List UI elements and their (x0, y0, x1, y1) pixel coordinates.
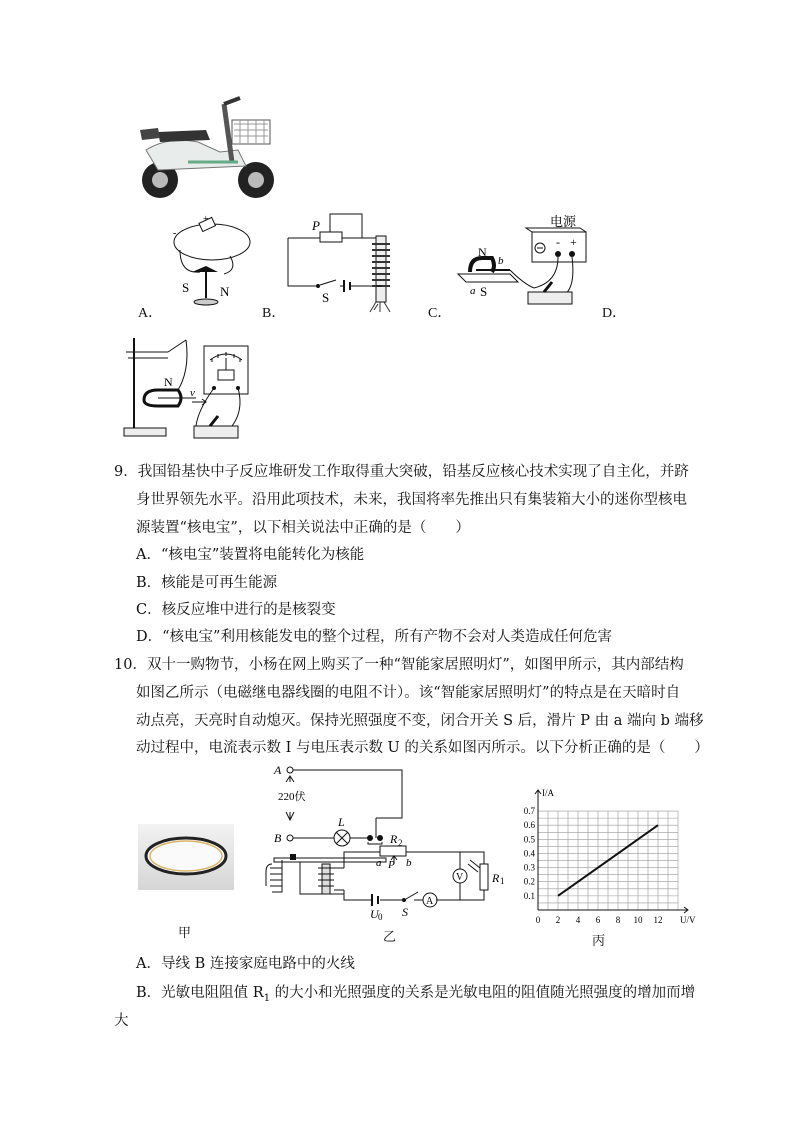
x-tick-label: 10 (633, 915, 643, 925)
option-d-label: D． (602, 306, 627, 321)
x-tick-label: 4 (575, 915, 581, 925)
svg-text:b: b (498, 255, 504, 267)
x-tick-label: 12 (653, 915, 663, 925)
svg-text:P: P (388, 859, 395, 871)
question-9-option-c: C．核反应堆中进行的是核裂变 (136, 602, 336, 618)
svg-text:1: 1 (500, 876, 505, 886)
caption-bing: 丙 (592, 934, 606, 949)
question-10-stem-line-1: 双十一购物节，小杨在网上购买了一种“智能家居照明灯”，如图甲所示，其内部结构 (146, 657, 684, 673)
y-tick-label: 0.7 (523, 806, 535, 817)
question-10-option-a: A．导线 B 连接家庭电路中的火线 (136, 956, 355, 972)
x-tick-label: 8 (615, 915, 621, 925)
svg-text:L: L (338, 815, 345, 829)
electric-scooter-image (128, 92, 280, 202)
svg-text:a: a (470, 285, 476, 297)
svg-text:B: B (274, 831, 282, 845)
question-9-option-b: B．核能是可再生能源 (136, 575, 278, 591)
svg-text:N: N (478, 245, 487, 259)
figure-b-electromagnet (284, 210, 404, 314)
figure-jia-ceiling-lamp (138, 824, 234, 890)
question-9-stem-line-2: 身世界领先水平。沿用此项技术，未来，我国将率先推出只有集装箱大小的迷你型核电 (136, 492, 687, 508)
svg-text:a: a (376, 857, 382, 869)
figure-bing-iu-chart (516, 782, 712, 930)
option-c-label: C． (428, 306, 452, 321)
svg-text:-: - (556, 235, 560, 249)
svg-text:-: - (173, 228, 177, 239)
question-9-stem-line-3: 源装置“核电宝”，以下相关说法中正确的是（ ） (136, 520, 470, 536)
question-9-option-a: A．“核电宝”装置将电能转化为核能 (136, 547, 365, 563)
question-10-option-b-subscript: 1 (263, 992, 271, 1004)
svg-text:P: P (312, 218, 320, 233)
question-10-option-b-line-2: 大 (114, 1013, 129, 1029)
svg-text:v: v (190, 387, 195, 399)
y-axis-label: I/A (542, 788, 554, 798)
svg-text:N: N (220, 284, 230, 299)
svg-text:2: 2 (398, 838, 403, 848)
caption-jia: 甲 (178, 926, 192, 941)
question-10-stem-line-2: 如图乙所示（电磁继电器线圈的电阻不计）。该“智能家居照明灯”的特点是在天暗时自 (136, 685, 681, 701)
caption-yi: 乙 (383, 930, 397, 945)
question-9-option-d: D．“核电宝”利用核能发电的整个过程，所有产物不会对人类造成任何危害 (136, 629, 612, 645)
figure-a-compass-current (160, 212, 255, 312)
question-10-stem-line-4: 动过程中，电流表示数 I 与电压表示数 U 的关系如图丙所示。以下分析正确的是（ ） (136, 740, 709, 756)
svg-text:R: R (390, 832, 398, 846)
question-9-stem-line-1: 我国铅基快中子反应堆研发工作取得重大突破，铅基反应核心技术实现了自主化，并跻 (137, 464, 689, 480)
svg-text:+: + (570, 235, 577, 249)
option-a-label: A． (138, 306, 163, 321)
y-tick-label: 0.4 (523, 848, 535, 859)
figure-d-galvanometer (118, 330, 258, 448)
svg-text:S: S (322, 290, 330, 305)
question-10-option-b-part-1: B．光敏电阻阻值 R (136, 985, 264, 1001)
question-10-number: 10． (114, 657, 147, 673)
y-tick-label: 0.5 (523, 834, 535, 845)
option-b-label: B． (262, 306, 286, 321)
svg-text:电源: 电源 (550, 214, 577, 229)
y-tick-label: 0.3 (523, 862, 535, 873)
svg-text:V: V (456, 872, 464, 883)
svg-text:0: 0 (378, 912, 383, 922)
x-tick-label: 0 (535, 915, 541, 925)
question-10-option-b (136, 983, 695, 1009)
svg-text:A: A (274, 763, 282, 777)
question-10-stem-line-3: 动点亮，天亮时自动熄灭。保持光照强度不变，闭合开关 S 后，滑片 P 由 a 端向 b 端移 (136, 713, 704, 729)
svg-text:N: N (164, 375, 173, 389)
question-10 (114, 655, 684, 675)
svg-text:+: + (203, 214, 209, 225)
y-tick-label: 0.6 (523, 820, 535, 831)
svg-text:b: b (406, 857, 412, 869)
figure-yi-relay-circuit (264, 760, 504, 920)
x-tick-label: 6 (595, 915, 601, 925)
question-10-option-b-part-2: 的大小和光照强度的关系是光敏电阻的阻值随光照强度的增加而增 (270, 985, 696, 1001)
y-tick-label: 0.2 (523, 876, 535, 887)
svg-text:R: R (492, 871, 500, 885)
svg-text:S: S (480, 284, 488, 299)
x-axis-label: U/V (680, 915, 696, 925)
y-tick-label: 0.1 (523, 890, 535, 901)
svg-text:S: S (182, 280, 190, 295)
svg-text:220伏: 220伏 (278, 791, 306, 803)
question-9 (114, 462, 689, 482)
x-tick-label: 2 (555, 915, 561, 925)
svg-text:U: U (370, 907, 379, 921)
figure-c-motor-power (452, 210, 592, 314)
question-9-number: 9． (114, 464, 138, 480)
svg-text:A: A (426, 896, 434, 907)
svg-text:S: S (402, 905, 408, 919)
